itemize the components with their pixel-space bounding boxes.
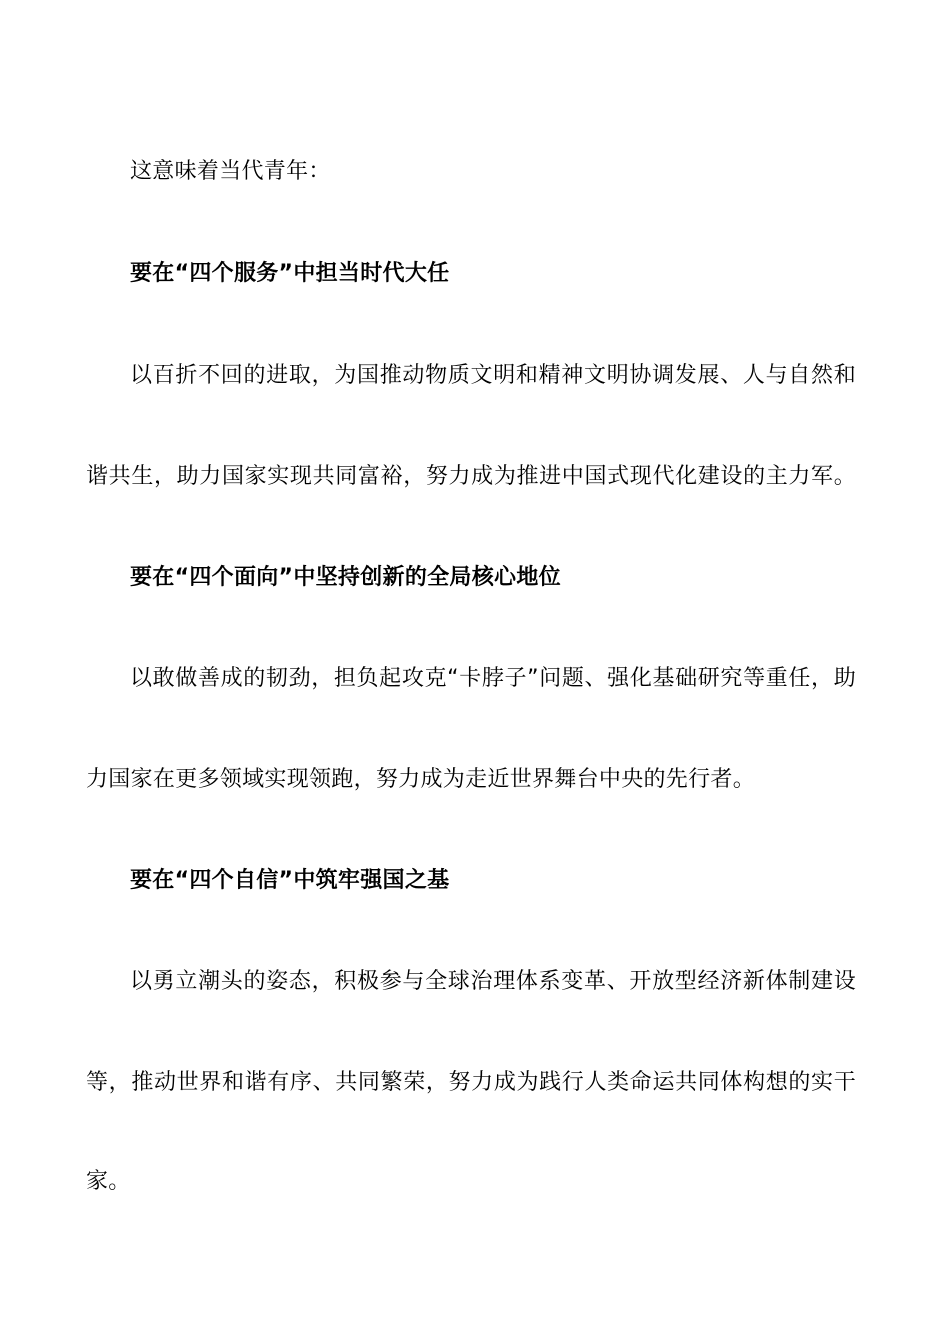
section-1-paragraph-line-2: 谐共生，助力国家实现共同富裕，努力成为推进中国式现代化建设的主力军。 xyxy=(86,464,856,489)
section-3-heading: 要在“四个自信”中筑牢强国之基 xyxy=(130,868,450,893)
section-2-heading: 要在“四个面向”中坚持创新的全局核心地位 xyxy=(130,565,561,590)
section-1-paragraph-line-1: 以百折不回的进取，为国推动物质文明和精神文明协调发展、人与自然和 xyxy=(130,363,856,388)
intro-text: 这意味着当代青年： xyxy=(130,159,331,184)
section-3-paragraph-line-3: 家。 xyxy=(86,1169,131,1194)
section-3-paragraph-line-2: 等，推动世界和谐有序、共同繁荣，努力成为践行人类命运共同体构想的实干 xyxy=(86,1070,856,1095)
section-1-heading: 要在“四个服务”中担当时代大任 xyxy=(130,261,450,286)
section-2-paragraph-line-1: 以敢做善成的韧劲，担负起攻克“卡脖子”问题、强化基础研究等重任，助 xyxy=(130,666,856,691)
section-3-paragraph-line-1: 以勇立潮头的姿态，积极参与全球治理体系变革、开放型经济新体制建设 xyxy=(130,969,856,994)
section-2-paragraph-line-2: 力国家在更多领域实现领跑，努力成为走近世界舞台中央的先行者。 xyxy=(86,767,756,792)
